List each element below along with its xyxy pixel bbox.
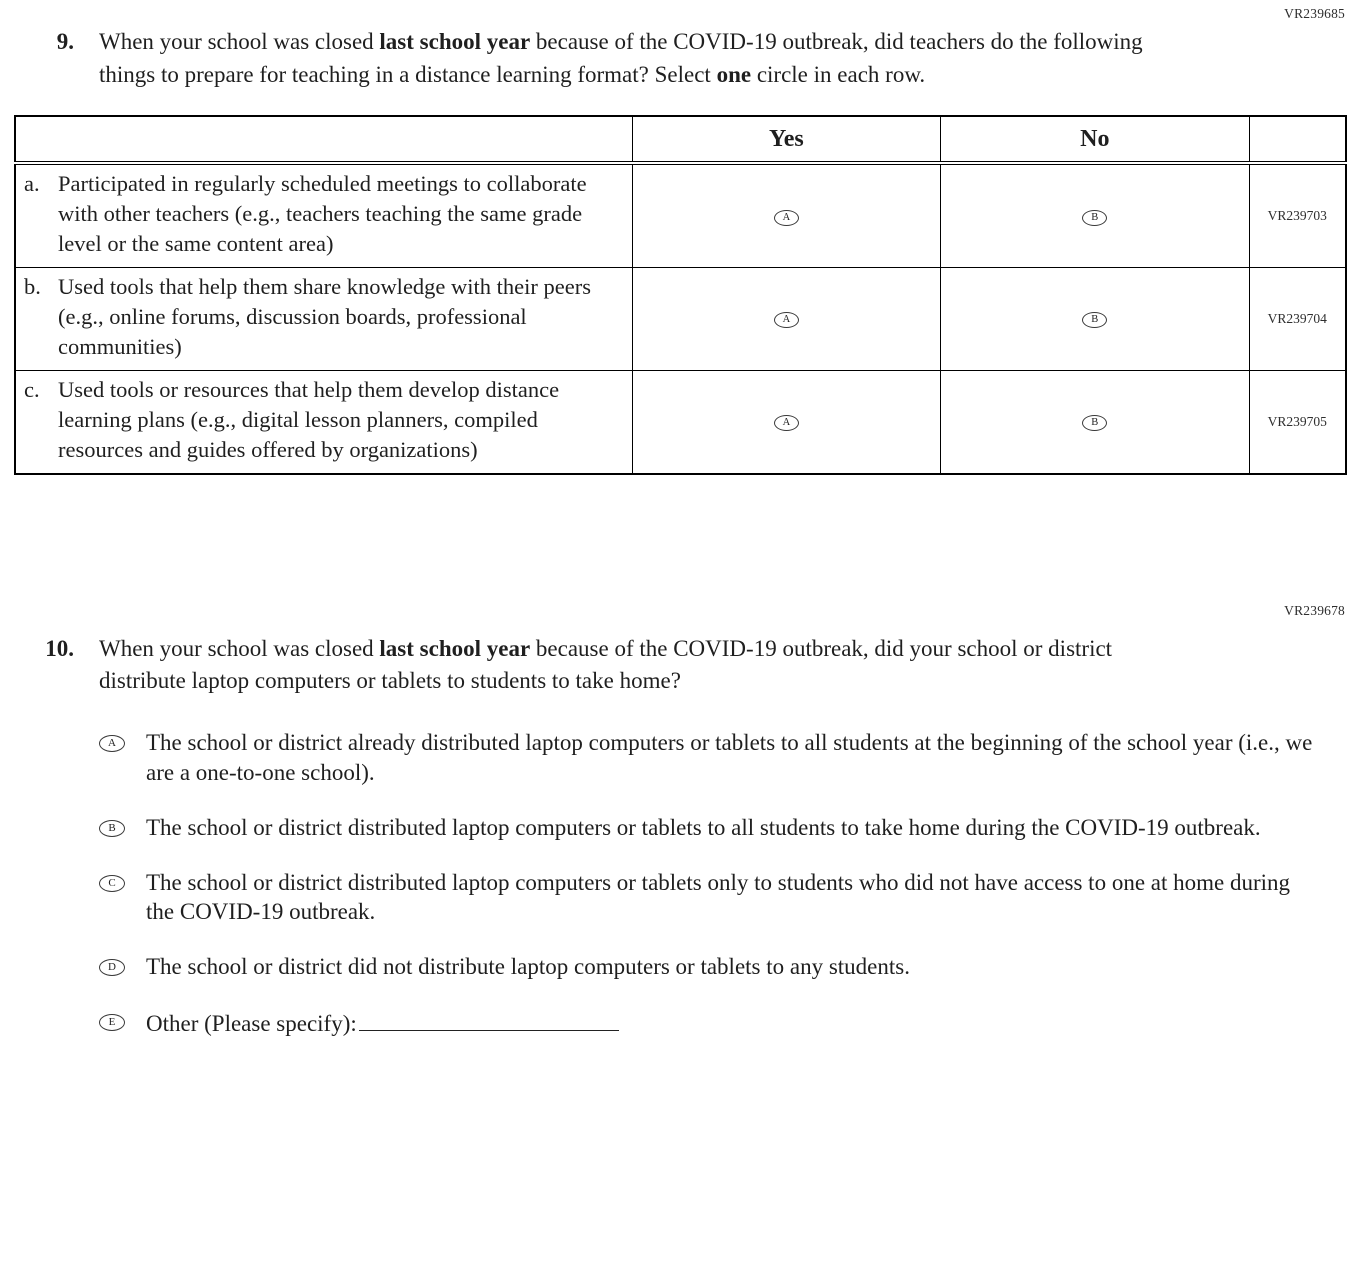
grid-header-yes: Yes <box>632 116 940 163</box>
row-a-code: VR239703 <box>1249 163 1346 267</box>
row-b-letter: b. <box>24 274 41 300</box>
row-c-letter: c. <box>24 376 40 402</box>
q9-text-part3: circle in each row. <box>751 61 926 87</box>
row-b-no-cell <box>941 268 1249 371</box>
q9-text-part2: because of the COVID-19 outbreak, did teachers do the following things to prepare for teaching in a distance learning format? Select <box>99 29 1143 87</box>
row-a-stem-inner <box>22 169 626 259</box>
question-9-text <box>99 26 1147 91</box>
row-b-text: Used tools that help them share knowledge with their peers (e.g., online forums, discussion boards, professional communities) <box>58 274 591 359</box>
option-d-text: The school or district did not distribute laptop computers or tablets to any students. <box>146 954 910 980</box>
option-c-text: The school or district distributed laptop computers or tablets only to students who did not have access to one at home during the COVID-19 outbreak. <box>146 869 1291 925</box>
radio-circle-row-b-no[interactable]: B <box>1082 312 1107 328</box>
option-e-text <box>146 1007 1316 1039</box>
grid-header-code-blank <box>1249 116 1346 163</box>
row-a-no-cell <box>941 163 1249 267</box>
option-d <box>99 952 1348 982</box>
other-specify-line[interactable] <box>359 1007 619 1031</box>
table-row <box>15 370 1346 473</box>
q10-text-part1: When your school was closed <box>99 635 380 661</box>
row-c-code: VR239705 <box>1249 370 1346 473</box>
radio-circle-row-c-yes[interactable]: A <box>774 415 799 431</box>
form-code-top: VR239685 <box>1284 6 1345 21</box>
row-a-yes-cell <box>632 163 940 267</box>
radio-circle-option-d[interactable]: D <box>99 959 125 976</box>
row-a-stem <box>15 163 632 267</box>
question-9-number: 9. <box>56 29 74 54</box>
question-10-number: 10. <box>45 635 74 661</box>
option-e-label: Other (Please specify): <box>146 1011 357 1037</box>
grid-header-blank <box>15 116 632 163</box>
row-c-yes-cell <box>632 370 940 473</box>
grid-header-row <box>15 116 1346 163</box>
form-code-mid: VR239678 <box>1284 602 1345 618</box>
table-row <box>15 163 1346 267</box>
option-b-text: The school or district distributed laptop computers or tablets to all students to take home during the COVID-19 outbreak. <box>146 814 1261 840</box>
row-b-stem <box>15 268 632 371</box>
question-10 <box>14 633 1348 698</box>
question-9 <box>14 26 1348 91</box>
option-a <box>99 728 1348 788</box>
q9-text-part1: When your school was closed <box>99 29 380 54</box>
question-10-text <box>99 633 1119 698</box>
radio-circle-row-b-yes[interactable]: A <box>774 312 799 328</box>
row-b-yes-cell <box>632 268 940 371</box>
row-a-letter: a. <box>24 171 40 197</box>
grid-header-no: No <box>941 116 1249 163</box>
row-b-code: VR239704 <box>1249 268 1346 371</box>
row-b-stem-inner <box>22 272 626 362</box>
radio-circle-option-b[interactable]: B <box>99 820 125 837</box>
question-10-options <box>99 728 1348 1039</box>
q10-text-bold1: last school year <box>379 635 531 661</box>
option-c <box>99 868 1348 928</box>
row-a-text: Participated in regularly scheduled meetings to collaborate with other teachers (e.g., teachers teaching the same grade level or the same content area) <box>58 171 587 257</box>
row-c-no-cell <box>941 370 1249 473</box>
radio-circle-row-a-no[interactable]: B <box>1082 210 1107 226</box>
row-c-text: Used tools or resources that help them develop distance learning plans (e.g., digital lesson planners, compiled resources and guides offered by organizations) <box>58 376 560 462</box>
radio-circle-option-a[interactable]: A <box>99 735 125 752</box>
radio-circle-row-c-no[interactable]: B <box>1082 415 1107 431</box>
radio-circle-option-e[interactable]: E <box>99 1014 125 1031</box>
option-a-text: The school or district already distributed laptop computers or tablets to all students at the beginning of the school year (i.e., we are a one-to-one school). <box>146 729 1313 785</box>
row-c-stem <box>15 370 632 473</box>
table-row <box>15 268 1346 371</box>
question-9-grid <box>14 115 1347 474</box>
row-c-stem-inner <box>22 375 626 465</box>
radio-circle-row-a-yes[interactable]: A <box>774 210 799 226</box>
option-e <box>99 1007 1348 1039</box>
option-b <box>99 813 1348 843</box>
q9-text-bold2: one <box>716 61 752 87</box>
q10-text-part2: because of the COVID-19 outbreak, did your school or district distribute laptop computers or tablets to students to take home? <box>99 635 1113 694</box>
radio-circle-option-c[interactable]: C <box>99 875 125 892</box>
q9-text-bold1: last school year <box>379 29 531 54</box>
